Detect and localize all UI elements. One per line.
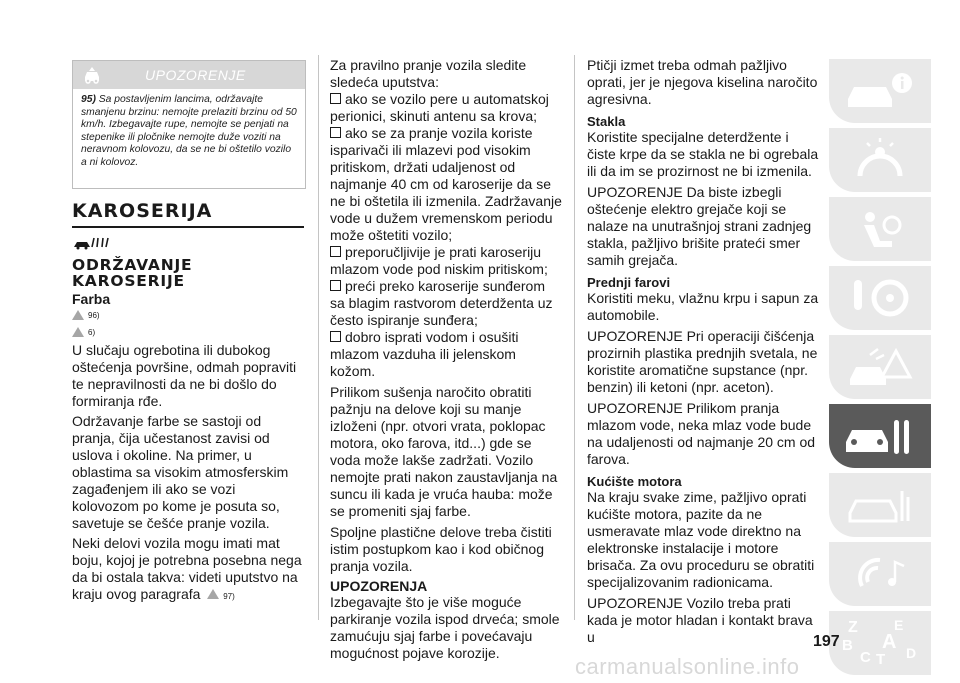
car-specs-icon <box>840 483 920 527</box>
tab-safety[interactable] <box>829 196 931 261</box>
bullet-square-icon <box>330 331 341 342</box>
tab-index[interactable] <box>829 610 931 675</box>
paragraph: Na kraju svake zime, pažljivo oprati kućište motora, pazite da ne usmeravate mlaz vode direktno na elektronske instalacije i motore brisača. Za ovu proceduru se obratiti specijalizovanim radionicama. <box>587 489 815 590</box>
car-wash-icon <box>72 236 112 255</box>
paragraph: Izbegavajte što je više moguće parkiranje vozila ispod drveća; smole zamućuju sjaj farbe i povećavaju mogućnost pojave korozije. <box>330 594 560 661</box>
section-title: KAROSERIJA <box>72 200 213 222</box>
warnings-heading: UPOZORENJA <box>330 578 428 594</box>
reference-number: 97) <box>223 592 235 601</box>
warning-triangle-icon <box>72 310 84 320</box>
footer-watermark: carmanualsonline.info <box>575 654 800 679</box>
paragraph: Održavanje farbe se sastoji od pranja, čija učestanost zavisi od uslova i okoline. Na primer, u oblastima sa visokim atmosferskim zagađenjem ili ako se vozi kolovozom po kome je posuta so, savetuje se češće pranje vozila. <box>72 413 289 531</box>
warning-car-icon <box>73 66 111 84</box>
paragraph: Spoljne plastične delove treba čistiti istim postupkom kao i kod običnog pranja vozila. <box>330 524 552 574</box>
paragraph-text: Neki delovi vozila mogu imati mat boju, kojoj je potrebna posebna nega da bi ostala takva: videti uputstvo na kraju ovog paragrafa <box>72 535 302 602</box>
bullet-item: dobro isprati vodom i osušiti mlazom vazduha ili jelenskom kožom. <box>330 329 519 379</box>
tab-emergency[interactable] <box>829 334 931 399</box>
tab-maintenance[interactable] <box>829 403 931 468</box>
key-steering-icon <box>840 276 920 320</box>
index-letters-icon <box>840 619 920 667</box>
warning-triangle-car-icon <box>840 345 920 389</box>
car-info-icon <box>840 69 920 113</box>
paragraph: Ptičji izmet treba odmah pažljivo oprati, jer je njegova kiselina naročito agresivna. <box>587 57 818 107</box>
subsection-title-line-1: ODRŽAVANJE <box>72 256 193 274</box>
bullet-item: preporučljivije je prati karoseriju mlazom vode pod niskim pritiskom; <box>330 244 548 277</box>
tab-car-info[interactable] <box>829 58 931 123</box>
column-divider <box>574 55 575 620</box>
paragraph: Prilikom sušenja naročito obratiti pažnju na delove koji su manje izloženi (npr. otvori vrata, poklopac motora, oko farova, itd...) gde se voda može lakše zadržati. Vozilo nemojte prati nakon zaustavljanja na suncu ili kada je vruća hauba: može se promeniti sjaj farbe. <box>330 384 558 519</box>
tab-multimedia[interactable] <box>829 541 931 606</box>
heading-prednji-farovi: Prednji farovi <box>587 275 671 290</box>
index-letter: D <box>906 645 917 661</box>
warning-box-header <box>73 61 305 89</box>
tab-starting-driving[interactable] <box>829 265 931 330</box>
subsection-title-line-2: KAROSERIJE <box>72 272 185 290</box>
column-divider <box>318 55 319 620</box>
reference-number: 6) <box>88 328 96 337</box>
page-number: 197 <box>813 633 840 650</box>
bullet-item: ako se vozilo pere u automatskoj perionici, skinuti antenu sa krova; <box>330 91 549 124</box>
subsection-title <box>72 257 192 289</box>
caution-hand-icon <box>72 327 84 337</box>
paragraph: UPOZORENJE Pri operaciji čišćenja prozirnih plastika prednjih svetala, ne koristite aromatične supstance (npr. benzin) ili ketoni (npr. aceton). <box>587 328 818 395</box>
index-letter: E <box>894 617 904 633</box>
tab-dashboard[interactable] <box>829 127 931 192</box>
heading-farba: Farba <box>72 291 111 307</box>
multimedia-icon <box>840 552 920 596</box>
bullet-square-icon <box>330 246 341 257</box>
paragraph: UPOZORENJE Prilikom pranja mlazom vode, neka mlaz vode bude na udaljenosti od najmanje 20 cm od farova. <box>587 400 816 467</box>
warning-triangle-icon <box>207 589 219 599</box>
bullet-item: ako se za pranje vozila koriste isparivači ili mlazevi pod visokim pritiskom, držati udaljenost od najmanje 40 cm od karoserije da se ne bi oštetila ili izmenila. Zadržavanje vode u dužem vremenskom periodu može oštetiti vozilo; <box>330 125 562 243</box>
caution-reference-6 <box>72 327 95 337</box>
heading-kuciste-motora: Kućište motora <box>587 474 682 489</box>
farba-text <box>72 342 304 605</box>
cleaning-instructions <box>587 57 819 646</box>
index-letter: A <box>882 631 897 653</box>
paragraph: UPOZORENJE Da biste izbegli oštećenje elektro grejače koji se nalaze na unutrašnjoj strani zadnjeg stakla, pažljivo brišite prateći smer samih grejača. <box>587 184 812 268</box>
bullet-square-icon <box>330 93 341 104</box>
index-letter: B <box>842 637 853 654</box>
reference-number: 96) <box>88 311 100 320</box>
washing-instructions <box>330 57 562 662</box>
tab-technical-data[interactable] <box>829 472 931 537</box>
airbag-seat-icon <box>840 207 920 251</box>
warning-box-body <box>73 89 305 170</box>
chapter-sidebar <box>829 58 931 679</box>
paragraph: Koristite specijalne deterdžente i čiste krpe da se stakla ne bi ogrebala ili da im se prozirnost ne bi izmenila. <box>587 129 819 179</box>
warning-reference-96 <box>72 310 100 320</box>
paragraph: U slučaju ogrebotina ili dubokog oštećenja površine, odmah popraviti te nepravilnosti da ne bi došlo do formiranja rđe. <box>72 342 297 409</box>
warning-number: 95) <box>81 94 96 105</box>
bullet-square-icon <box>330 127 341 138</box>
index-letter: T <box>876 651 886 668</box>
paragraph <box>72 535 304 605</box>
car-wrench-icon <box>840 414 920 458</box>
bullet-item: preći preko karoserije sunđerom sa blagim rastvorom deterdženta uz često ispiranje sunđera; <box>330 278 553 328</box>
heading-stakla: Stakla <box>587 114 626 129</box>
index-letter: C <box>860 649 871 666</box>
dashboard-lights-icon <box>840 138 920 182</box>
paragraph: UPOZORENJE Vozilo treba prati kada je motor hladan i kontakt brava u <box>587 595 813 645</box>
bullet-square-icon <box>330 280 341 291</box>
paragraph: Za pravilno pranje vozila sledite sledeća uputstva: <box>330 57 527 90</box>
section-divider <box>72 226 304 228</box>
index-letter: Z <box>848 619 858 636</box>
paragraph: Koristiti meku, vlažnu krpu i sapun za automobile. <box>587 290 819 323</box>
warning-box <box>72 60 306 189</box>
warning-box-title: UPOZORENJE <box>145 67 246 83</box>
warning-text: Sa postavljenim lancima, održavajte smanjenu brzinu: nemojte prelaziti brzinu od 50 km/h. Izbegavajte rupe, nemojte se penjati na stepenike ili pločnike nemojte duže voziti na neravnom kolovozu, da se ne bi oštetilo vozilo a ni kolovoz. <box>81 94 297 168</box>
